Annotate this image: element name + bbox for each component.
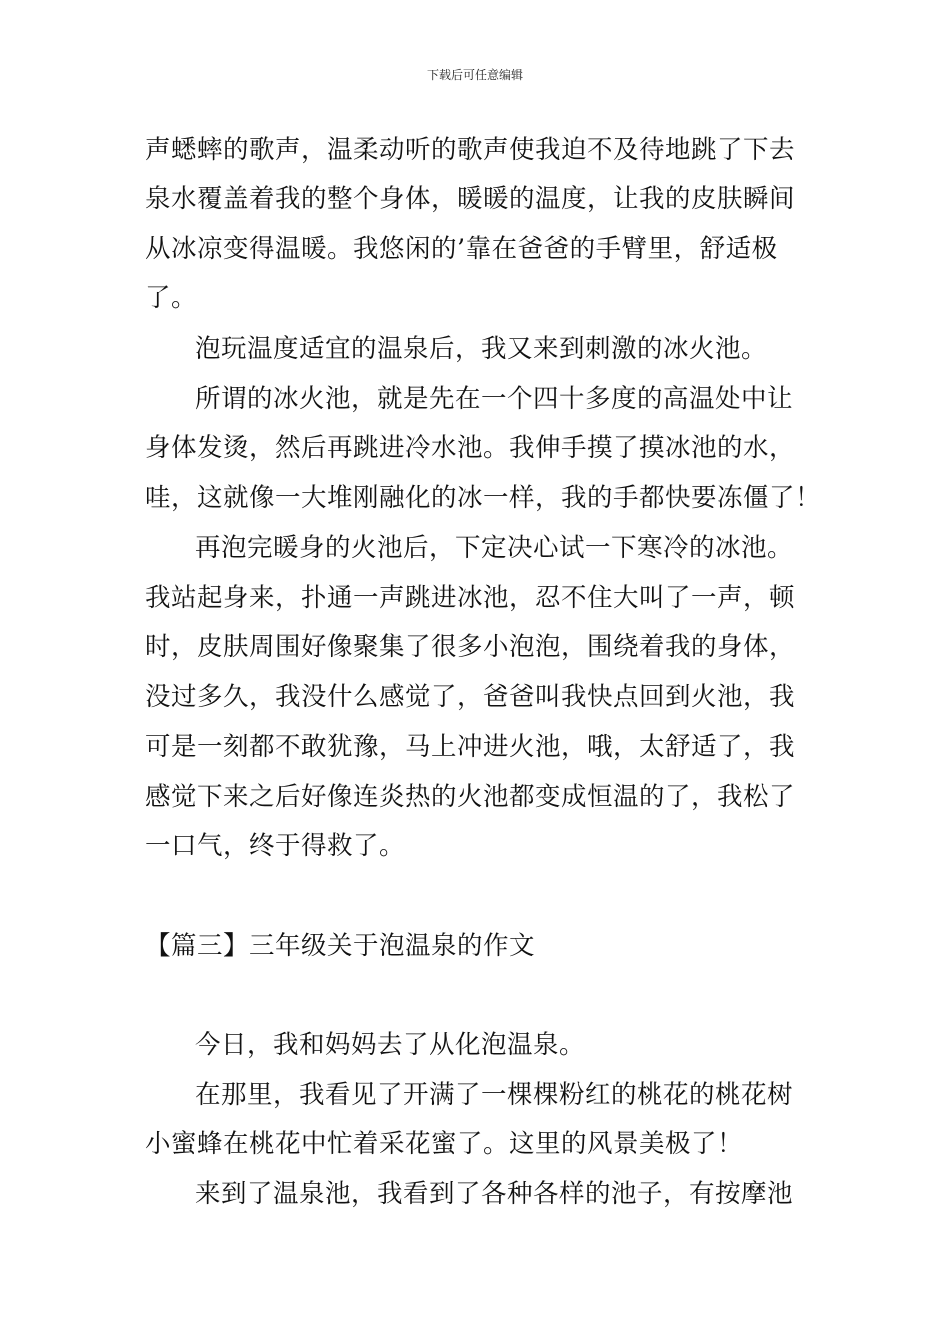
section-heading: 【篇三】三年级关于泡温泉的作文 [145, 931, 536, 961]
text-line: 一口气，终于得救了。 [145, 831, 406, 861]
text-line: 泡玩温度适宜的温泉后，我又来到刺激的冰火池。 [195, 334, 768, 364]
text-line: 哇，这就像一大堆刚融化的冰一样，我的手都快要冻僵了！ [145, 483, 822, 513]
text-line: 小蜜蜂在桃花中忙着采花蜜了。这里的风景美极了！ [145, 1129, 744, 1159]
text-line: 再泡完暖身的火池后，下定决心试一下寒冷的冰池。 [195, 533, 794, 563]
text-line: 感觉下来之后好像连炎热的火池都变成恒温的了，我松了 [145, 782, 796, 812]
text-line: 了。 [145, 283, 198, 313]
text-line: 来到了温泉池，我看到了各种各样的池子，有按摩池 [195, 1179, 794, 1209]
text-line: 从冰凉变得温暖。我悠闲的’靠在爸爸的手臂里，舒适极 [145, 234, 778, 264]
text-line: 在那里，我看见了开满了一棵棵粉红的桃花的桃花树 [195, 1080, 794, 1110]
text-line: 泉水覆盖着我的整个身体，暖暖的温度，让我的皮肤瞬间 [145, 184, 796, 214]
text-line: 声蟋蟀的歌声，温柔动听的歌声使我迫不及待地跳了下去 [145, 135, 796, 165]
text-line: 我站起身来，扑通一声跳进冰池，忍不住大叫了一声，顿 [145, 583, 796, 613]
page-header: 下载后可任意编辑 [426, 68, 523, 82]
text-line: 时，皮肤周围好像聚集了很多小泡泡，围绕着我的身体， [145, 632, 796, 662]
text-line: 所谓的冰火池，就是先在一个四十多度的高温处中让 [195, 384, 794, 414]
text-line: 身体发烫，然后再跳进冷水池。我伸手摸了摸冰池的水， [145, 433, 796, 463]
text-line: 没过多久，我没什么感觉了，爸爸叫我快点回到火池，我 [145, 682, 796, 712]
text-line: 今日，我和妈妈去了从化泡温泉。 [195, 1030, 586, 1060]
text-line: 可是一刻都不敢犹豫，马上冲进火池，哦，太舒适了，我 [145, 732, 796, 762]
